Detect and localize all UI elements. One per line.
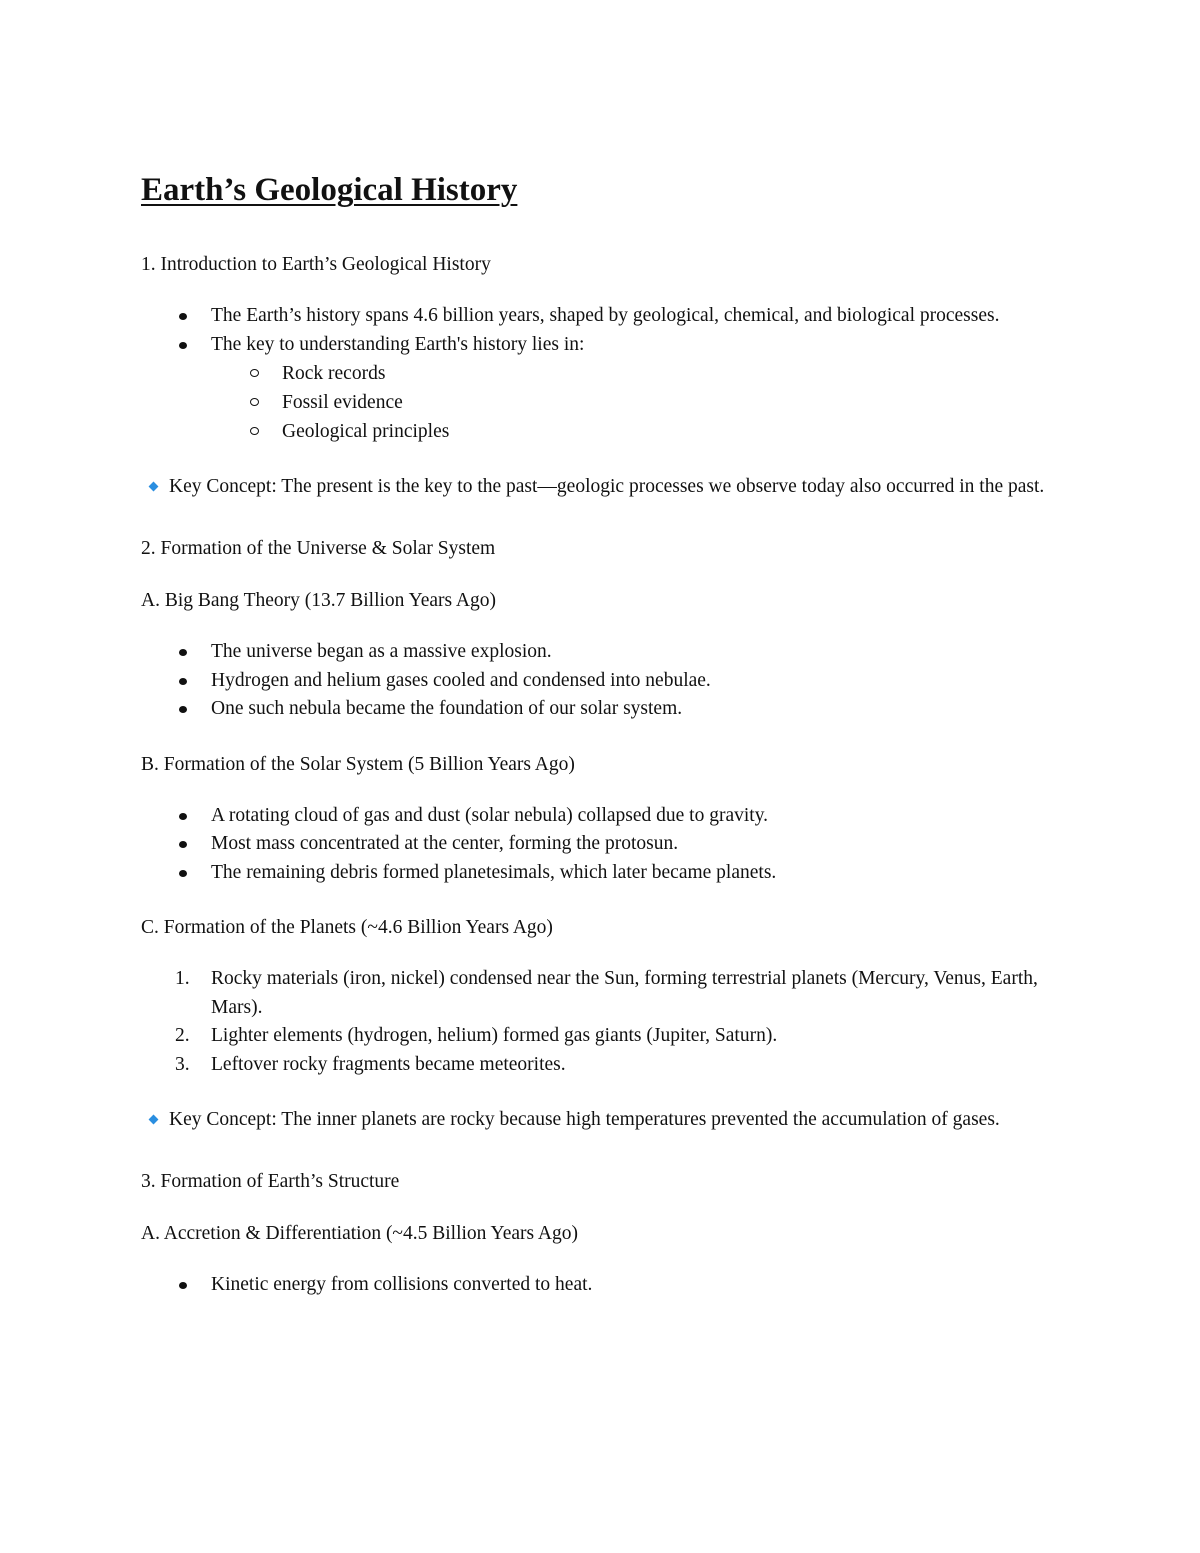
sub-list-item: Fossil evidence <box>212 388 1051 417</box>
list-item: The Earth’s history spans 4.6 billion years, shaped by geological, chemical, and biological processes. <box>141 302 1051 331</box>
list-item: A rotating cloud of gas and dust (solar nebula) collapsed due to gravity. <box>141 802 1051 831</box>
list-item: Hydrogen and helium gases cooled and condensed into nebulae. <box>141 667 1051 696</box>
sub-list-item: Rock records <box>212 359 1051 388</box>
key-concept-2: Key Concept: The inner planets are rocky because high temperatures prevented the accumulation of gases. <box>141 1105 1051 1134</box>
list-item: Kinetic energy from collisions converted to heat. <box>141 1271 1051 1300</box>
section-heading-3: 3. Formation of Earth’s Structure <box>141 1171 400 1192</box>
list-item: The remaining debris formed planetesimals, which later became planets. <box>141 859 1051 888</box>
list-item: 2. Lighter elements (hydrogen, helium) formed gas giants (Jupiter, Saturn). <box>141 1022 1051 1051</box>
document-page <box>141 168 1051 1326</box>
key-concept-1: Key Concept: The present is the key to the past—geologic processes we observe today also occurred in the past. <box>141 472 1051 501</box>
bullet-dot-icon <box>179 678 187 685</box>
list-item: The key to understanding Earth's history lies in: Rock records Fossil evidence Geological principles <box>141 331 1051 447</box>
section3a-bullet-list <box>141 1271 1051 1300</box>
section1-bullet-list <box>141 302 1051 446</box>
section-heading-2: 2. Formation of the Universe & Solar System <box>141 538 496 559</box>
hollow-circle-icon <box>250 398 259 406</box>
subsection-heading-2b: B. Formation of the Solar System (5 Billion Years Ago) <box>141 753 575 775</box>
bullet-dot-icon <box>179 706 187 713</box>
bullet-dot-icon <box>179 649 187 656</box>
bullet-dot-icon <box>179 1282 187 1289</box>
bullet-dot-icon <box>179 870 187 877</box>
sub-bullet-list <box>141 359 1051 446</box>
list-number: 3. <box>175 1053 190 1075</box>
list-number: 1. <box>175 968 190 989</box>
bullet-dot-icon <box>179 813 187 820</box>
bullet-dot-icon <box>179 841 187 848</box>
section2a-bullet-list <box>141 638 1051 724</box>
list-item: 3. Leftover rocky fragments became meteorites. <box>141 1051 1051 1080</box>
blue-diamond-icon <box>149 1115 159 1125</box>
hollow-circle-icon <box>250 369 259 377</box>
sub-list-item: Geological principles <box>212 417 1051 446</box>
hollow-circle-icon <box>250 427 259 435</box>
bullet-dot-icon <box>179 313 187 320</box>
section2b-bullet-list <box>141 802 1051 888</box>
subsection-heading-3a: A. Accretion & Differentiation (~4.5 Billion Years Ago) <box>141 1223 578 1244</box>
list-item: Most mass concentrated at the center, forming the protosun. <box>141 830 1051 859</box>
subsection-heading-2a: A. Big Bang Theory (13.7 Billion Years Ago) <box>141 590 496 611</box>
document-title: Earth’s Geological History <box>141 172 518 208</box>
list-item: One such nebula became the foundation of our solar system. <box>141 695 1051 724</box>
list-number: 2. <box>175 1025 190 1046</box>
list-item: 1. Rocky materials (iron, nickel) condensed near the Sun, forming terrestrial planets (Mercury, Venus, Earth, Mars). <box>141 965 1051 1022</box>
section-heading-1: 1. Introduction to Earth’s Geological History <box>141 254 491 275</box>
blue-diamond-icon <box>149 482 159 492</box>
section2c-numbered-list <box>141 965 1051 1079</box>
list-item: The universe began as a massive explosion. <box>141 638 1051 667</box>
bullet-dot-icon <box>179 342 187 349</box>
subsection-heading-2c: C. Formation of the Planets (~4.6 Billion Years Ago) <box>141 917 553 938</box>
